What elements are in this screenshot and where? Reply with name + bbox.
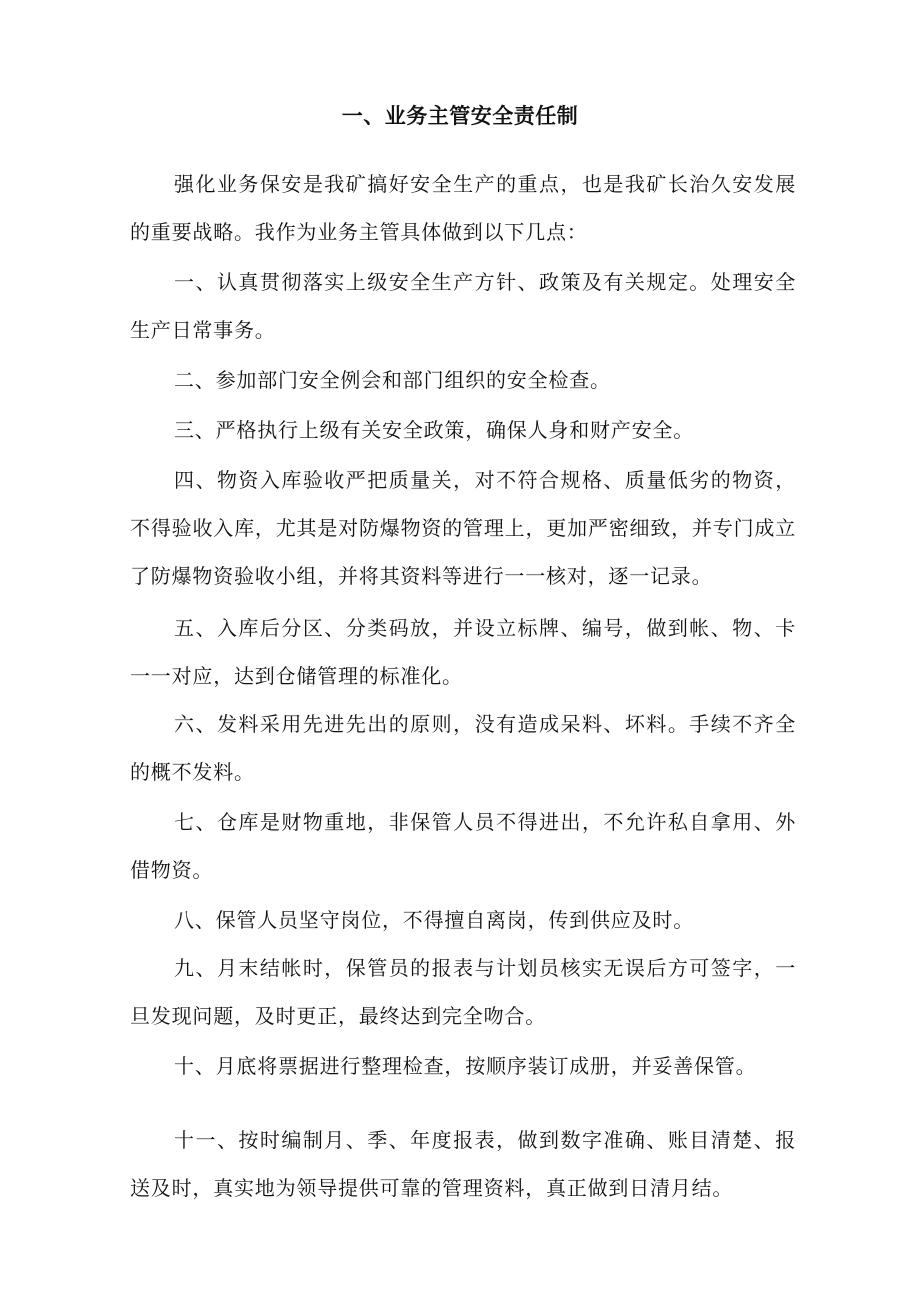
paragraph-item-9: 九、月末结帐时，保管员的报表与计划员核实无误后方可签字，一旦发现问题，及时更正，最终达到完全吻合。 xyxy=(130,956,796,1028)
paragraph-item-6: 六、发料采用先进先出的原则，没有造成呆料、坏料。手续不齐全的概不发料。 xyxy=(130,712,796,784)
document-title: 一、业务主管安全责任制 xyxy=(341,103,579,128)
paragraph-item-3: 三、严格执行上级有关安全政策，确保人身和财产安全。 xyxy=(174,418,694,442)
paragraph-item-4: 四、物资入库验收严把质量关，对不符合规格、质量低劣的物资，不得验收入库，尤其是对防爆物资的管理上，更加严密细致，并专门成立了防爆物资验收小组，并将其资料等进行一一核对，逐一记录。 xyxy=(130,468,796,588)
paragraph-item-2: 二、参加部门安全例会和部门组织的安全检查。 xyxy=(174,368,611,392)
paragraph-item-8: 八、保管人员坚守岗位，不得擅自离岗，传到供应及时。 xyxy=(174,908,694,932)
paragraph-item-7: 七、仓库是财物重地，非保管人员不得进出，不允许私自拿用、外借物资。 xyxy=(130,810,796,882)
paragraph-item-10: 十、月底将票据进行整理检查，按顺序装订成册，并妥善保管。 xyxy=(174,1054,757,1078)
paragraph-item-1: 一、认真贯彻落实上级安全生产方针、政策及有关规定。处理安全生产日常事务。 xyxy=(130,270,796,342)
paragraph-item-11: 十一、按时编制月、季、年度报表，做到数字准确、账目清楚、报送及时，真实地为领导提供可靠的管理资料，真正做到日清月结。 xyxy=(130,1128,796,1200)
paragraph-intro: 强化业务保安是我矿搞好安全生产的重点，也是我矿长治久安发展的重要战略。我作为业务主管具体做到以下几点： xyxy=(130,172,796,244)
paragraph-item-5: 五、入库后分区、分类码放，并设立标牌、编号，做到帐、物、卡一一对应，达到仓储管理的标准化。 xyxy=(130,616,796,688)
